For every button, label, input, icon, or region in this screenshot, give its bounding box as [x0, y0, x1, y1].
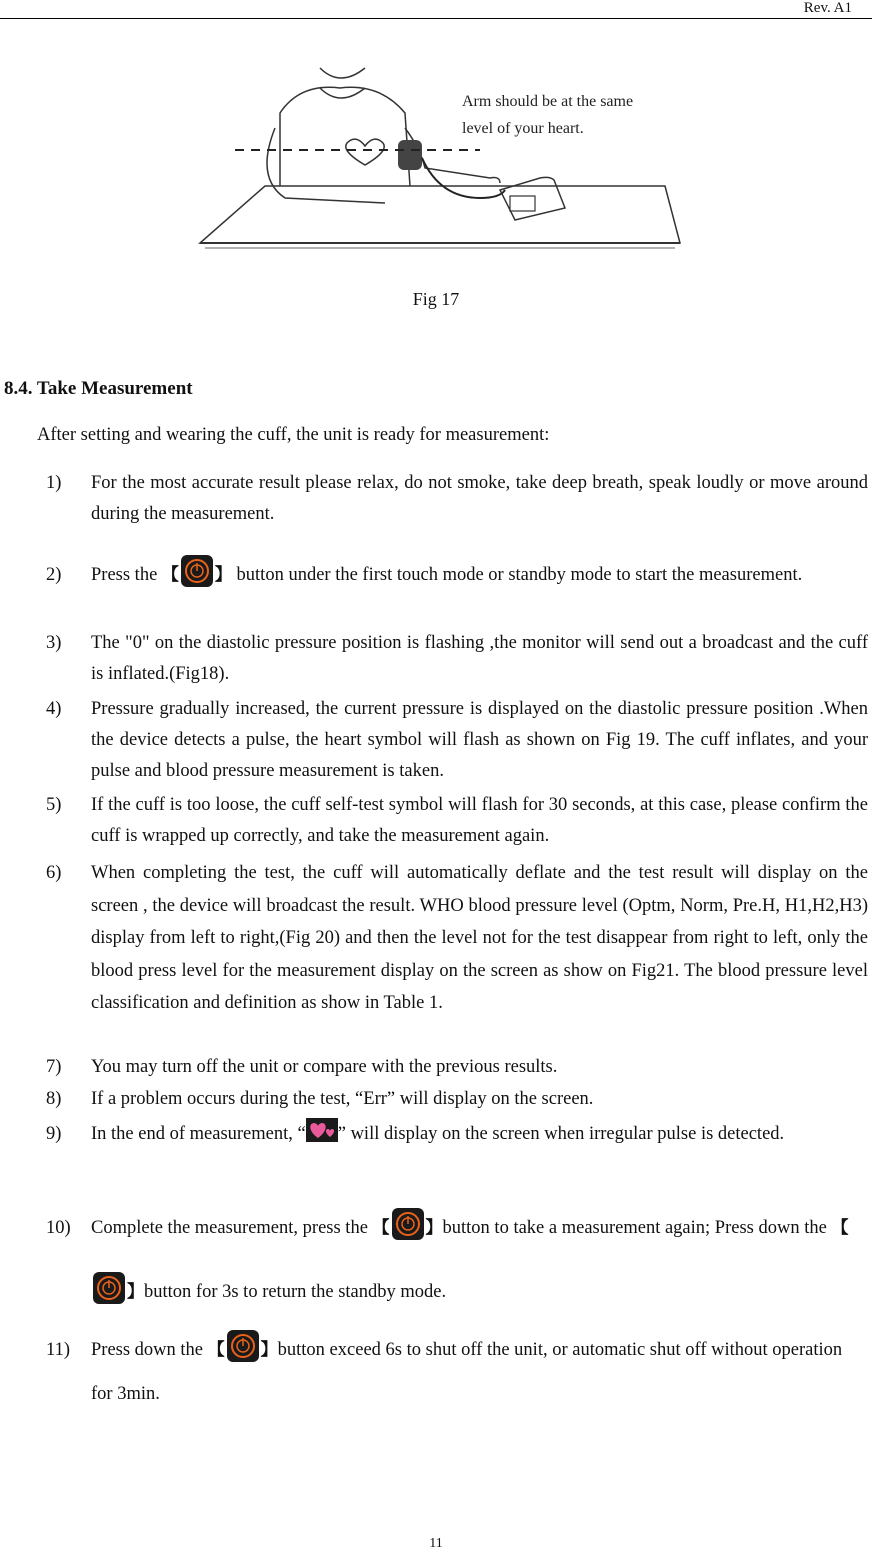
- header-rule: [0, 18, 872, 19]
- item-text: If the cuff is too loose, the cuff self-test symbol will flash for 30 seconds, at this case, please confirm the cuff is wrapped up correctly, and take the measurement again.: [91, 795, 868, 846]
- item-text: You may turn off the unit or compare with the previous results.: [91, 1057, 558, 1077]
- section-intro: After setting and wearing the cuff, the unit is ready for measurement:: [37, 425, 550, 445]
- item-text: For the most accurate result please relax, do not smoke, take deep breath, speak loudly or move around during the measurement.: [91, 473, 868, 524]
- item-number: 7): [46, 1057, 62, 1077]
- item-text: Complete the measurement, press the 【 】button to take a measurement again; Press down the 【】button for 3s to return the standby mode.: [91, 1196, 868, 1324]
- item-number: 6): [46, 863, 62, 883]
- page-number: 11: [429, 1536, 443, 1551]
- irregular-heartbeat-icon: [306, 1118, 338, 1142]
- item-text: Press down the 【 】button exceed 6s to shut off the unit, or automatic shut off without operation for 3min.: [91, 1328, 868, 1416]
- list-item: [0, 694, 868, 787]
- power-button-icon: [391, 1207, 425, 1241]
- fig17-annotation-line1: Arm should be at the same: [462, 93, 634, 110]
- power-button-icon: [226, 1329, 260, 1363]
- list-item: [0, 553, 868, 597]
- item-text: If a problem occurs during the test, “Err” will display on the screen.: [91, 1089, 594, 1109]
- list-item: [0, 1052, 868, 1083]
- item-text: Pressure gradually increased, the current pressure is displayed on the diastolic pressure position .When the device detects a pulse, the heart symbol will flash as shown on Fig 19. The cuff inflates, and your pulse and blood pressure measurement is taken.: [91, 699, 868, 781]
- item-number: 10): [46, 1218, 71, 1238]
- list-item: [0, 857, 868, 1020]
- item-text: In the end of measurement, “ ” will display on the screen when irregular pulse is detected.: [91, 1119, 868, 1149]
- item-text: Press the 【 】 button under the first touch mode or standby mode to start the measurement.: [91, 553, 868, 597]
- item-number: 4): [46, 699, 62, 719]
- power-button-icon: [92, 1271, 126, 1305]
- item-number: 11): [46, 1340, 70, 1360]
- power-button-icon: [180, 554, 214, 588]
- item-number: 1): [46, 473, 62, 493]
- item-number: 9): [46, 1124, 62, 1144]
- fig17-illustration: [180, 58, 700, 258]
- item-number: 3): [46, 633, 62, 653]
- item-text: The "0" on the diastolic pressure position is flashing ,the monitor will send out a broadcast and the cuff is inflated.(Fig18).: [91, 633, 868, 684]
- list-item: [0, 628, 868, 690]
- list-item: [0, 790, 868, 852]
- figure-caption: Fig 17: [412, 289, 460, 309]
- list-item: [0, 1196, 868, 1324]
- section-heading: 8.4. Take Measurement: [4, 378, 193, 399]
- item-text: When completing the test, the cuff will automatically deflate and the test result will display on the screen , the device will broadcast the result. WHO blood pressure level (Optm, Norm, Pre.H, H1,H2,H3) display from left to right,(Fig 20) and then the level not for the test disappear from right to left, only the blood press level for the measurement display on the screen as show on Fig21. The blood pressure level classification and definition as show in Table 1.: [91, 863, 868, 1013]
- list-item: [0, 1084, 868, 1115]
- item-number: 5): [46, 795, 62, 815]
- item-number: 2): [46, 565, 62, 585]
- fig17-annotation-line2: level of your heart.: [462, 120, 584, 137]
- list-item: [0, 468, 868, 530]
- revision-label: Rev. A1: [803, 0, 852, 16]
- list-item: [0, 1328, 868, 1416]
- list-item: [0, 1119, 868, 1149]
- item-number: 8): [46, 1089, 62, 1109]
